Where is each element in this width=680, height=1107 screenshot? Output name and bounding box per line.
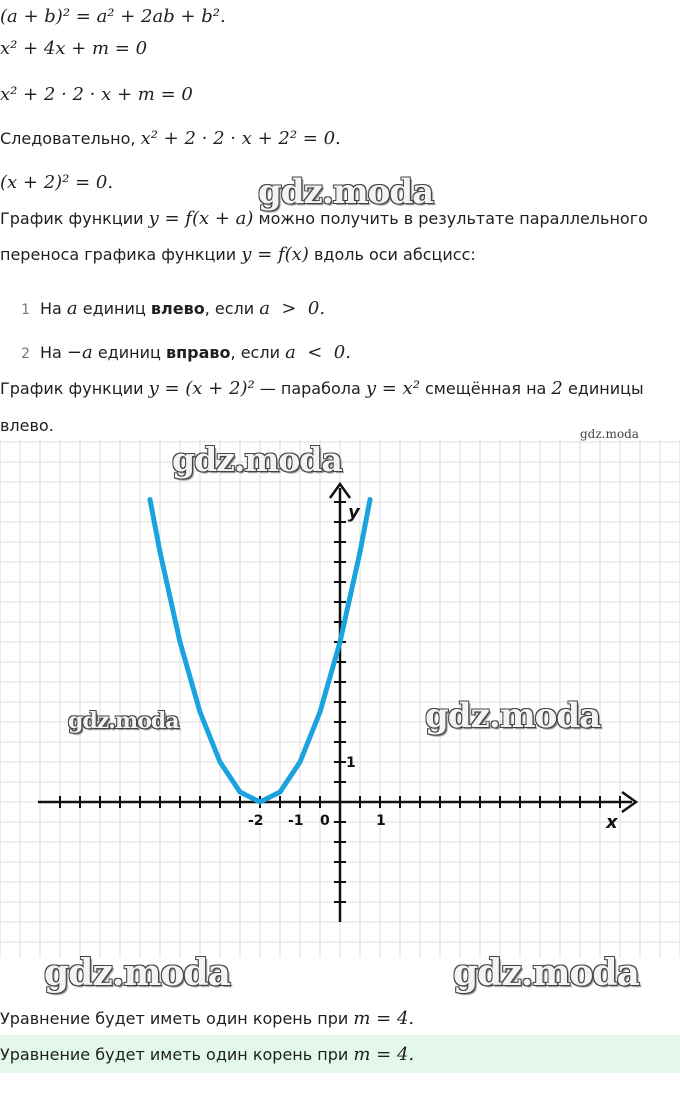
conclusion-line-1 [0,378,644,399]
list-item-text: На [40,299,67,318]
tick-labels [248,755,386,829]
watermark: gdz.moda [580,427,639,441]
list-item [0,298,325,319]
conclusion-mid: — парабола [254,379,366,398]
list-item-text: , если [204,299,260,318]
answer-prefix: Уравнение будет иметь один корень при [0,1045,354,1064]
list-item-text: , если [230,343,286,362]
shift-line-2 [0,244,476,265]
watermark: gdz.moda [258,172,434,212]
answer-value: m = 4. [353,1044,415,1065]
list-item-var: −a [66,342,93,363]
conclusion-prefix: График функции [0,379,149,398]
conclusion-number: 2 [551,378,563,399]
answer-value: m = 4. [353,1008,415,1029]
shift-prefix: График функции [0,209,149,228]
formula-equation: x² + 4x + m = 0 [0,38,148,59]
y-axis-label: y [348,502,360,523]
conclusion-parabola: y = x² [365,378,420,399]
list-item-number: 2 [21,346,30,362]
watermark: gdz.moda [172,440,342,479]
list-item [0,342,351,363]
x-tick-label: -1 [288,813,304,829]
therefore-formula: x² + 2 · 2 · x + 2² = 0. [140,128,341,149]
list-item-number: 1 [21,302,30,318]
therefore-prefix: Следовательно, [0,129,141,148]
shift-line2-func: y = f(x) [241,244,309,265]
watermark: gdz.moda [453,952,639,994]
watermark: gdz.moda [68,708,179,734]
list-item-text: единиц [92,343,166,362]
y-tick-label: 1 [346,755,356,771]
list-item-condition: a < 0. [285,342,351,363]
shift-line2-suffix: вдоль оси абсцисс: [308,245,476,264]
x-tick-label: -2 [248,813,264,829]
list-item-var: a [66,298,78,319]
x-tick-label: 0 [320,813,330,829]
list-item-text: На [40,343,67,362]
formula-expanded: x² + 2 · 2 · x + m = 0 [0,84,193,105]
therefore-line [0,128,341,149]
conclusion-suffix: единицы [562,379,644,398]
list-item-bold: вправо [165,343,231,362]
x-tick-label: 1 [376,813,386,829]
answer-highlight-text [0,1044,414,1065]
conclusion-mid2: смещённая на [419,379,552,398]
formula-square: (x + 2)² = 0. [0,172,114,193]
answer-line [0,1008,414,1029]
formula-identity: (a + b)² = a² + 2ab + b². [0,6,226,27]
list-item-condition: a > 0. [259,298,326,319]
conclusion-func: y = (x + 2)² [148,378,255,399]
shift-func: y = f(x + a) [148,208,254,229]
shift-line2-prefix: переноса графика функции [0,245,242,264]
shift-suffix: можно получить в результате параллельного [253,209,648,228]
list-item-text: единиц [77,299,151,318]
answer-prefix: Уравнение будет иметь один корень при [0,1009,354,1028]
conclusion-line-2: влево. [0,416,54,435]
watermark: gdz.moda [44,952,230,994]
list-item-bold: влево [150,299,205,318]
x-axis-label: x [606,812,618,833]
watermark: gdz.moda [425,696,601,736]
